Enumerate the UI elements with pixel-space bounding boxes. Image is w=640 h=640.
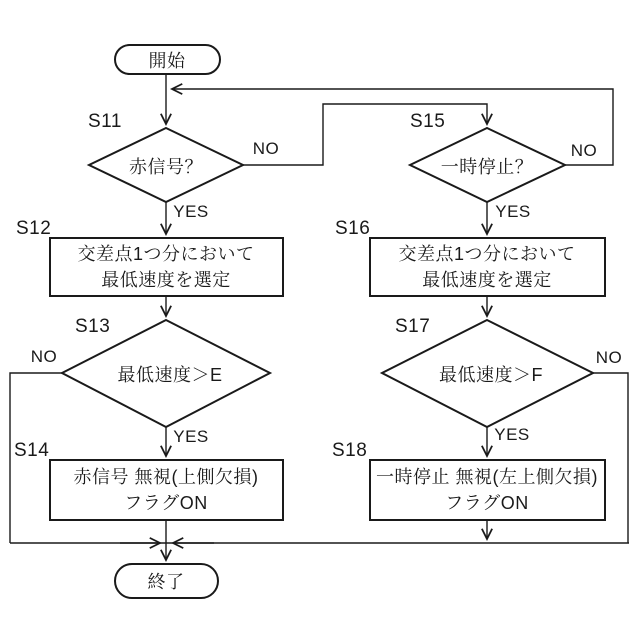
process-s12-line2: 最低速度を選定 <box>101 270 231 290</box>
branch-yes-s13: YES <box>173 427 209 446</box>
step-id-s18: S18 <box>332 440 368 461</box>
end-terminal-label: 終了 <box>147 572 185 592</box>
decision-s15-text: 一時停止？ <box>440 157 534 177</box>
step-id-s13: S13 <box>75 316 111 337</box>
process-s14-text <box>74 464 259 516</box>
step-id-s16: S16 <box>335 218 371 239</box>
decision-s11-text: 赤信号？ <box>129 157 203 177</box>
step-id-s15: S15 <box>410 111 446 132</box>
branch-yes-s11: YES <box>173 202 209 221</box>
decision-s13-text: 最低速度＞E <box>117 365 223 385</box>
process-s16-line1: 交差点1つ分において <box>398 244 576 264</box>
branch-yes-s17: YES <box>494 425 530 444</box>
step-id-s14: S14 <box>14 440 50 461</box>
start-terminal-label: 開始 <box>148 51 186 71</box>
branch-no-s15: NO <box>570 141 598 160</box>
branch-no-s17: NO <box>595 348 623 367</box>
process-s18-text <box>376 464 598 516</box>
branch-yes-s15: YES <box>495 202 531 221</box>
process-s12-text <box>77 241 254 293</box>
process-s14-line1: 赤信号 無視(上側欠損) <box>73 467 259 487</box>
branch-no-s13: NO <box>30 347 58 366</box>
branch-no-s11: NO <box>252 139 280 158</box>
process-s16-line2: 最低速度を選定 <box>422 270 552 290</box>
arrow-s15no-feedback <box>172 89 613 165</box>
step-id-s17: S17 <box>395 316 431 337</box>
step-id-s11: S11 <box>88 111 122 132</box>
process-s12-line1: 交差点1つ分において <box>77 244 255 264</box>
decision-s17-text: 最低速度＞F <box>439 365 543 385</box>
process-s18-line2: フラグON <box>445 493 529 513</box>
process-s16-text <box>398 241 575 293</box>
process-s18-line1: 一時停止 無視(左上側欠損) <box>376 467 598 487</box>
step-id-s12: S12 <box>16 218 52 239</box>
process-s14-line2: フラグON <box>124 493 208 513</box>
